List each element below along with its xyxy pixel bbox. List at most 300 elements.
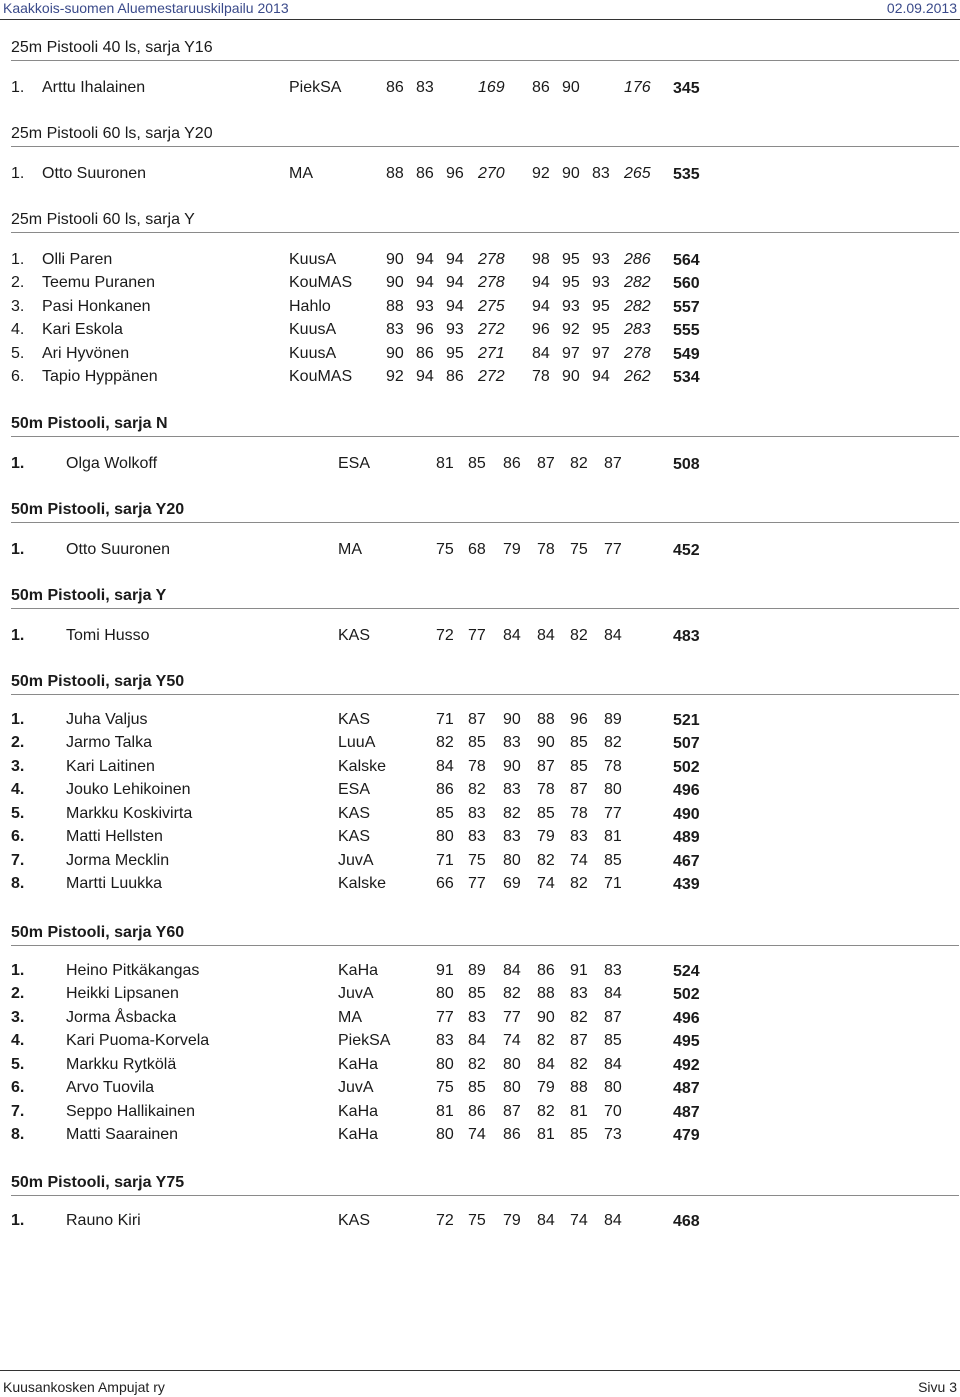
place-number: 2. [11,274,25,291]
subtotal-score: 282 [624,274,651,291]
series-score: 82 [570,1009,588,1026]
total-score: 468 [673,1213,700,1230]
series-score: 97 [562,345,580,362]
series-score: 85 [468,734,486,751]
section-title: 50m Pistooli, sarja N [11,415,168,432]
club-name: KaHa [338,962,379,979]
series-score: 96 [416,321,434,338]
series-score: 94 [446,274,464,291]
series-score: 87 [604,1009,622,1026]
section-title: 50m Pistooli, sarja Y60 [11,924,185,941]
series-score: 90 [537,1009,555,1026]
series-score: 84 [604,627,622,644]
print-date: 02.09.2013 [886,0,957,16]
club-name: MA [338,1009,362,1026]
series-score: 80 [604,781,622,798]
total-score: 560 [673,275,700,292]
place-number: 6. [11,368,25,385]
club-name: KAS [338,711,371,728]
series-score: 84 [436,758,454,775]
series-score: 88 [537,985,555,1002]
shooter-name: Otto Suuronen [42,165,147,182]
total-score: 495 [673,1033,700,1050]
series-score: 83 [503,828,521,845]
club-name: ESA [338,455,371,472]
series-score: 83 [503,781,521,798]
section-divider [11,1195,959,1196]
place-number: 4. [11,781,25,798]
series-score: 82 [468,1056,486,1073]
series-score: 78 [604,758,622,775]
series-score: 85 [570,734,588,751]
shooter-name: Kari Eskola [42,321,123,338]
series-score: 95 [592,321,610,338]
series-score: 84 [537,627,555,644]
series-score: 88 [386,298,404,315]
section-title: 25m Pistooli 60 ls, sarja Y20 [11,125,213,142]
subtotal-score: 283 [624,321,651,338]
series-score: 80 [604,1079,622,1096]
subtotal-score: 278 [478,274,505,291]
total-score: 489 [673,829,700,846]
subtotal-score: 262 [624,368,651,385]
total-score: 555 [673,322,700,339]
total-score: 492 [673,1057,700,1074]
place-number: 2. [11,985,25,1002]
series-score: 90 [503,711,521,728]
subtotal-score: 271 [478,345,505,362]
club-name: KouMAS [289,368,353,385]
series-score: 84 [503,627,521,644]
shooter-name: Rauno Kiri [66,1212,141,1229]
series-score: 85 [570,1126,588,1143]
place-number: 5. [11,1056,25,1073]
place-number: 1. [11,541,25,558]
place-number: 1. [11,627,25,644]
place-number: 6. [11,1079,25,1096]
place-number: 1. [11,962,25,979]
series-score: 82 [503,985,521,1002]
series-score: 83 [503,734,521,751]
section-title: 50m Pistooli, sarja Y20 [11,501,185,518]
series-score: 82 [570,875,588,892]
series-score: 90 [562,368,580,385]
total-score: 439 [673,876,700,893]
series-score: 81 [604,828,622,845]
series-score: 72 [436,1212,454,1229]
series-score: 90 [562,79,580,96]
series-score: 83 [468,1009,486,1026]
shooter-name: Tomi Husso [66,627,150,644]
total-score: 534 [673,369,700,386]
series-score: 87 [537,455,555,472]
shooter-name: Arvo Tuovila [66,1079,155,1096]
series-score: 84 [537,1056,555,1073]
club-name: MA [338,541,362,558]
section-divider [11,232,959,233]
section-divider [11,60,959,61]
series-score: 66 [436,875,454,892]
series-score: 84 [468,1032,486,1049]
series-score: 80 [503,852,521,869]
total-score: 487 [673,1080,700,1097]
section-title: 50m Pistooli, sarja Y75 [11,1174,185,1191]
series-score: 94 [532,298,550,315]
club-name: KAS [338,627,371,644]
subtotal-score: 278 [478,251,505,268]
series-score: 94 [446,251,464,268]
shooter-name: Heino Pitkäkangas [66,962,200,979]
series-score: 94 [416,274,434,291]
club-name: MA [289,165,313,182]
series-score: 77 [604,541,622,558]
series-score: 85 [570,758,588,775]
series-score: 71 [436,711,454,728]
series-score: 84 [604,1212,622,1229]
series-score: 71 [604,875,622,892]
shooter-name: Otto Suuronen [66,541,171,558]
series-score: 82 [537,852,555,869]
series-score: 88 [537,711,555,728]
series-score: 96 [532,321,550,338]
place-number: 7. [11,852,25,869]
club-name: KuusA [289,251,337,268]
shooter-name: Kari Puoma-Korvela [66,1032,210,1049]
place-number: 1. [11,1212,25,1229]
series-score: 84 [532,345,550,362]
series-score: 81 [436,1103,454,1120]
series-score: 75 [436,1079,454,1096]
series-score: 88 [386,165,404,182]
series-score: 85 [604,1032,622,1049]
series-score: 89 [468,962,486,979]
series-score: 78 [570,805,588,822]
series-score: 82 [537,1103,555,1120]
shooter-name: Tapio Hyppänen [42,368,158,385]
series-score: 90 [537,734,555,751]
club-name: JuvA [338,985,374,1002]
series-score: 91 [436,962,454,979]
series-score: 82 [436,734,454,751]
place-number: 8. [11,1126,25,1143]
series-score: 84 [537,1212,555,1229]
subtotal-score: 286 [624,251,651,268]
shooter-name: Matti Saarainen [66,1126,179,1143]
series-score: 93 [592,251,610,268]
club-name: KouMAS [289,274,353,291]
series-score: 73 [604,1126,622,1143]
series-score: 77 [604,805,622,822]
series-score: 83 [570,828,588,845]
club-name: KaHa [338,1103,379,1120]
total-score: 535 [673,166,700,183]
series-score: 94 [416,368,434,385]
place-number: 3. [11,758,25,775]
section-divider [11,945,959,946]
total-score: 496 [673,1010,700,1027]
place-number: 3. [11,298,25,315]
series-score: 82 [503,805,521,822]
place-number: 4. [11,1032,25,1049]
series-score: 68 [468,541,486,558]
series-score: 93 [562,298,580,315]
series-score: 90 [386,251,404,268]
series-score: 75 [436,541,454,558]
section-divider [11,608,959,609]
series-score: 72 [436,627,454,644]
subtotal-score: 270 [478,165,505,182]
series-score: 83 [436,1032,454,1049]
series-score: 82 [468,781,486,798]
club-name: Kalske [338,875,387,892]
series-score: 93 [416,298,434,315]
total-score: 507 [673,735,700,752]
club-name: JuvA [338,1079,374,1096]
place-number: 5. [11,805,25,822]
page-number: Sivu 3 [918,1379,957,1395]
shooter-name: Jorma Åsbacka [66,1009,177,1026]
series-score: 80 [503,1079,521,1096]
place-number: 8. [11,875,25,892]
series-score: 87 [537,758,555,775]
series-score: 83 [604,962,622,979]
total-score: 564 [673,252,700,269]
series-score: 83 [570,985,588,1002]
series-score: 75 [468,852,486,869]
total-score: 452 [673,542,700,559]
series-score: 90 [503,758,521,775]
series-score: 86 [537,962,555,979]
place-number: 5. [11,345,25,362]
series-score: 93 [592,274,610,291]
shooter-name: Markku Rytkölä [66,1056,177,1073]
total-score: 345 [673,80,700,97]
series-score: 84 [604,1056,622,1073]
series-score: 79 [503,541,521,558]
series-score: 87 [570,781,588,798]
total-score: 521 [673,712,700,729]
competition-title: Kaakkois-suomen Aluemestaruuskilpailu 2013 [3,0,289,16]
place-number: 3. [11,1009,25,1026]
series-score: 83 [386,321,404,338]
subtotal-score: 272 [478,321,505,338]
series-score: 78 [537,541,555,558]
club-name: KaHa [338,1056,379,1073]
series-score: 86 [532,79,550,96]
club-name: KAS [338,1212,371,1229]
series-score: 96 [570,711,588,728]
section-title: 25m Pistooli 60 ls, sarja Y [11,211,195,228]
series-score: 86 [503,455,521,472]
series-score: 93 [446,321,464,338]
shooter-name: Olga Wolkoff [66,455,158,472]
shooter-name: Markku Koskivirta [66,805,193,822]
series-score: 86 [416,165,434,182]
series-score: 85 [468,455,486,472]
series-score: 77 [503,1009,521,1026]
subtotal-score: 176 [624,79,651,96]
series-score: 91 [570,962,588,979]
series-score: 80 [436,985,454,1002]
series-score: 92 [562,321,580,338]
total-score: 508 [673,456,700,473]
club-name: KaHa [338,1126,379,1143]
total-score: 549 [673,346,700,363]
series-score: 95 [592,298,610,315]
series-score: 82 [570,455,588,472]
subtotal-score: 272 [478,368,505,385]
series-score: 94 [446,298,464,315]
series-score: 94 [416,251,434,268]
section-title: 50m Pistooli, sarja Y50 [11,673,185,690]
series-score: 96 [446,165,464,182]
footer-rule [0,1370,960,1371]
club-name: KuusA [289,345,337,362]
series-score: 83 [468,828,486,845]
subtotal-score: 278 [624,345,651,362]
shooter-name: Kari Laitinen [66,758,155,775]
shooter-name: Martti Luukka [66,875,163,892]
series-score: 74 [537,875,555,892]
series-score: 80 [436,828,454,845]
subtotal-score: 282 [624,298,651,315]
series-score: 83 [468,805,486,822]
section-divider [11,694,959,695]
series-score: 75 [468,1212,486,1229]
series-score: 85 [604,852,622,869]
shooter-name: Arttu Ihalainen [42,79,146,96]
series-score: 92 [386,368,404,385]
series-score: 77 [436,1009,454,1026]
section-title: 50m Pistooli, sarja Y [11,587,167,604]
club-name: Kalske [338,758,387,775]
series-score: 83 [416,79,434,96]
club-name: PiekSA [289,79,342,96]
shooter-name: Seppo Hallikainen [66,1103,195,1120]
total-score: 557 [673,299,700,316]
series-score: 88 [570,1079,588,1096]
series-score: 80 [503,1056,521,1073]
series-score: 95 [562,274,580,291]
series-score: 71 [436,852,454,869]
club-name: Hahlo [289,298,331,315]
series-score: 87 [503,1103,521,1120]
series-score: 79 [537,1079,555,1096]
subtotal-score: 275 [478,298,505,315]
series-score: 70 [604,1103,622,1120]
shooter-name: Matti Hellsten [66,828,163,845]
section-divider [11,146,959,147]
club-name: JuvA [338,852,374,869]
shooter-name: Ari Hyvönen [42,345,130,362]
series-score: 94 [532,274,550,291]
section-divider [11,436,959,437]
series-score: 87 [604,455,622,472]
series-score: 82 [570,1056,588,1073]
series-score: 78 [537,781,555,798]
total-score: 524 [673,963,700,980]
series-score: 87 [570,1032,588,1049]
series-score: 77 [468,627,486,644]
club-name: KAS [338,805,371,822]
series-score: 90 [562,165,580,182]
series-score: 81 [537,1126,555,1143]
series-score: 86 [416,345,434,362]
total-score: 479 [673,1127,700,1144]
series-score: 77 [468,875,486,892]
shooter-name: Pasi Honkanen [42,298,151,315]
series-score: 83 [592,165,610,182]
place-number: 1. [11,251,25,268]
subtotal-score: 265 [624,165,651,182]
series-score: 74 [503,1032,521,1049]
series-score: 89 [604,711,622,728]
shooter-name: Olli Paren [42,251,113,268]
total-score: 487 [673,1104,700,1121]
series-score: 87 [468,711,486,728]
series-score: 98 [532,251,550,268]
series-score: 90 [386,274,404,291]
series-score: 86 [446,368,464,385]
series-score: 80 [436,1126,454,1143]
series-score: 95 [446,345,464,362]
series-score: 82 [570,627,588,644]
series-score: 69 [503,875,521,892]
series-score: 74 [468,1126,486,1143]
series-score: 82 [537,1032,555,1049]
series-score: 84 [503,962,521,979]
section-divider [11,522,959,523]
series-score: 85 [468,985,486,1002]
club-name: ESA [338,781,371,798]
total-score: 496 [673,782,700,799]
club-name: KAS [338,828,371,845]
series-score: 86 [436,781,454,798]
total-score: 467 [673,853,700,870]
place-number: 1. [11,165,25,182]
series-score: 85 [537,805,555,822]
total-score: 490 [673,806,700,823]
place-number: 7. [11,1103,25,1120]
series-score: 75 [570,541,588,558]
shooter-name: Juha Valjus [66,711,148,728]
section-title: 25m Pistooli 40 ls, sarja Y16 [11,39,213,56]
shooter-name: Heikki Lipsanen [66,985,179,1002]
place-number: 6. [11,828,25,845]
club-name: PiekSA [338,1032,391,1049]
series-score: 84 [604,985,622,1002]
total-score: 502 [673,986,700,1003]
place-number: 2. [11,734,25,751]
shooter-name: Jorma Mecklin [66,852,170,869]
club-name: KuusA [289,321,337,338]
place-number: 1. [11,455,25,472]
series-score: 82 [604,734,622,751]
place-number: 1. [11,79,25,96]
series-score: 78 [468,758,486,775]
series-score: 95 [562,251,580,268]
organizer-name: Kuusankosken Ampujat ry [3,1379,165,1395]
place-number: 1. [11,711,25,728]
series-score: 79 [503,1212,521,1229]
series-score: 86 [386,79,404,96]
series-score: 86 [503,1126,521,1143]
series-score: 97 [592,345,610,362]
shooter-name: Jarmo Talka [66,734,152,751]
series-score: 78 [532,368,550,385]
series-score: 94 [592,368,610,385]
series-score: 90 [386,345,404,362]
